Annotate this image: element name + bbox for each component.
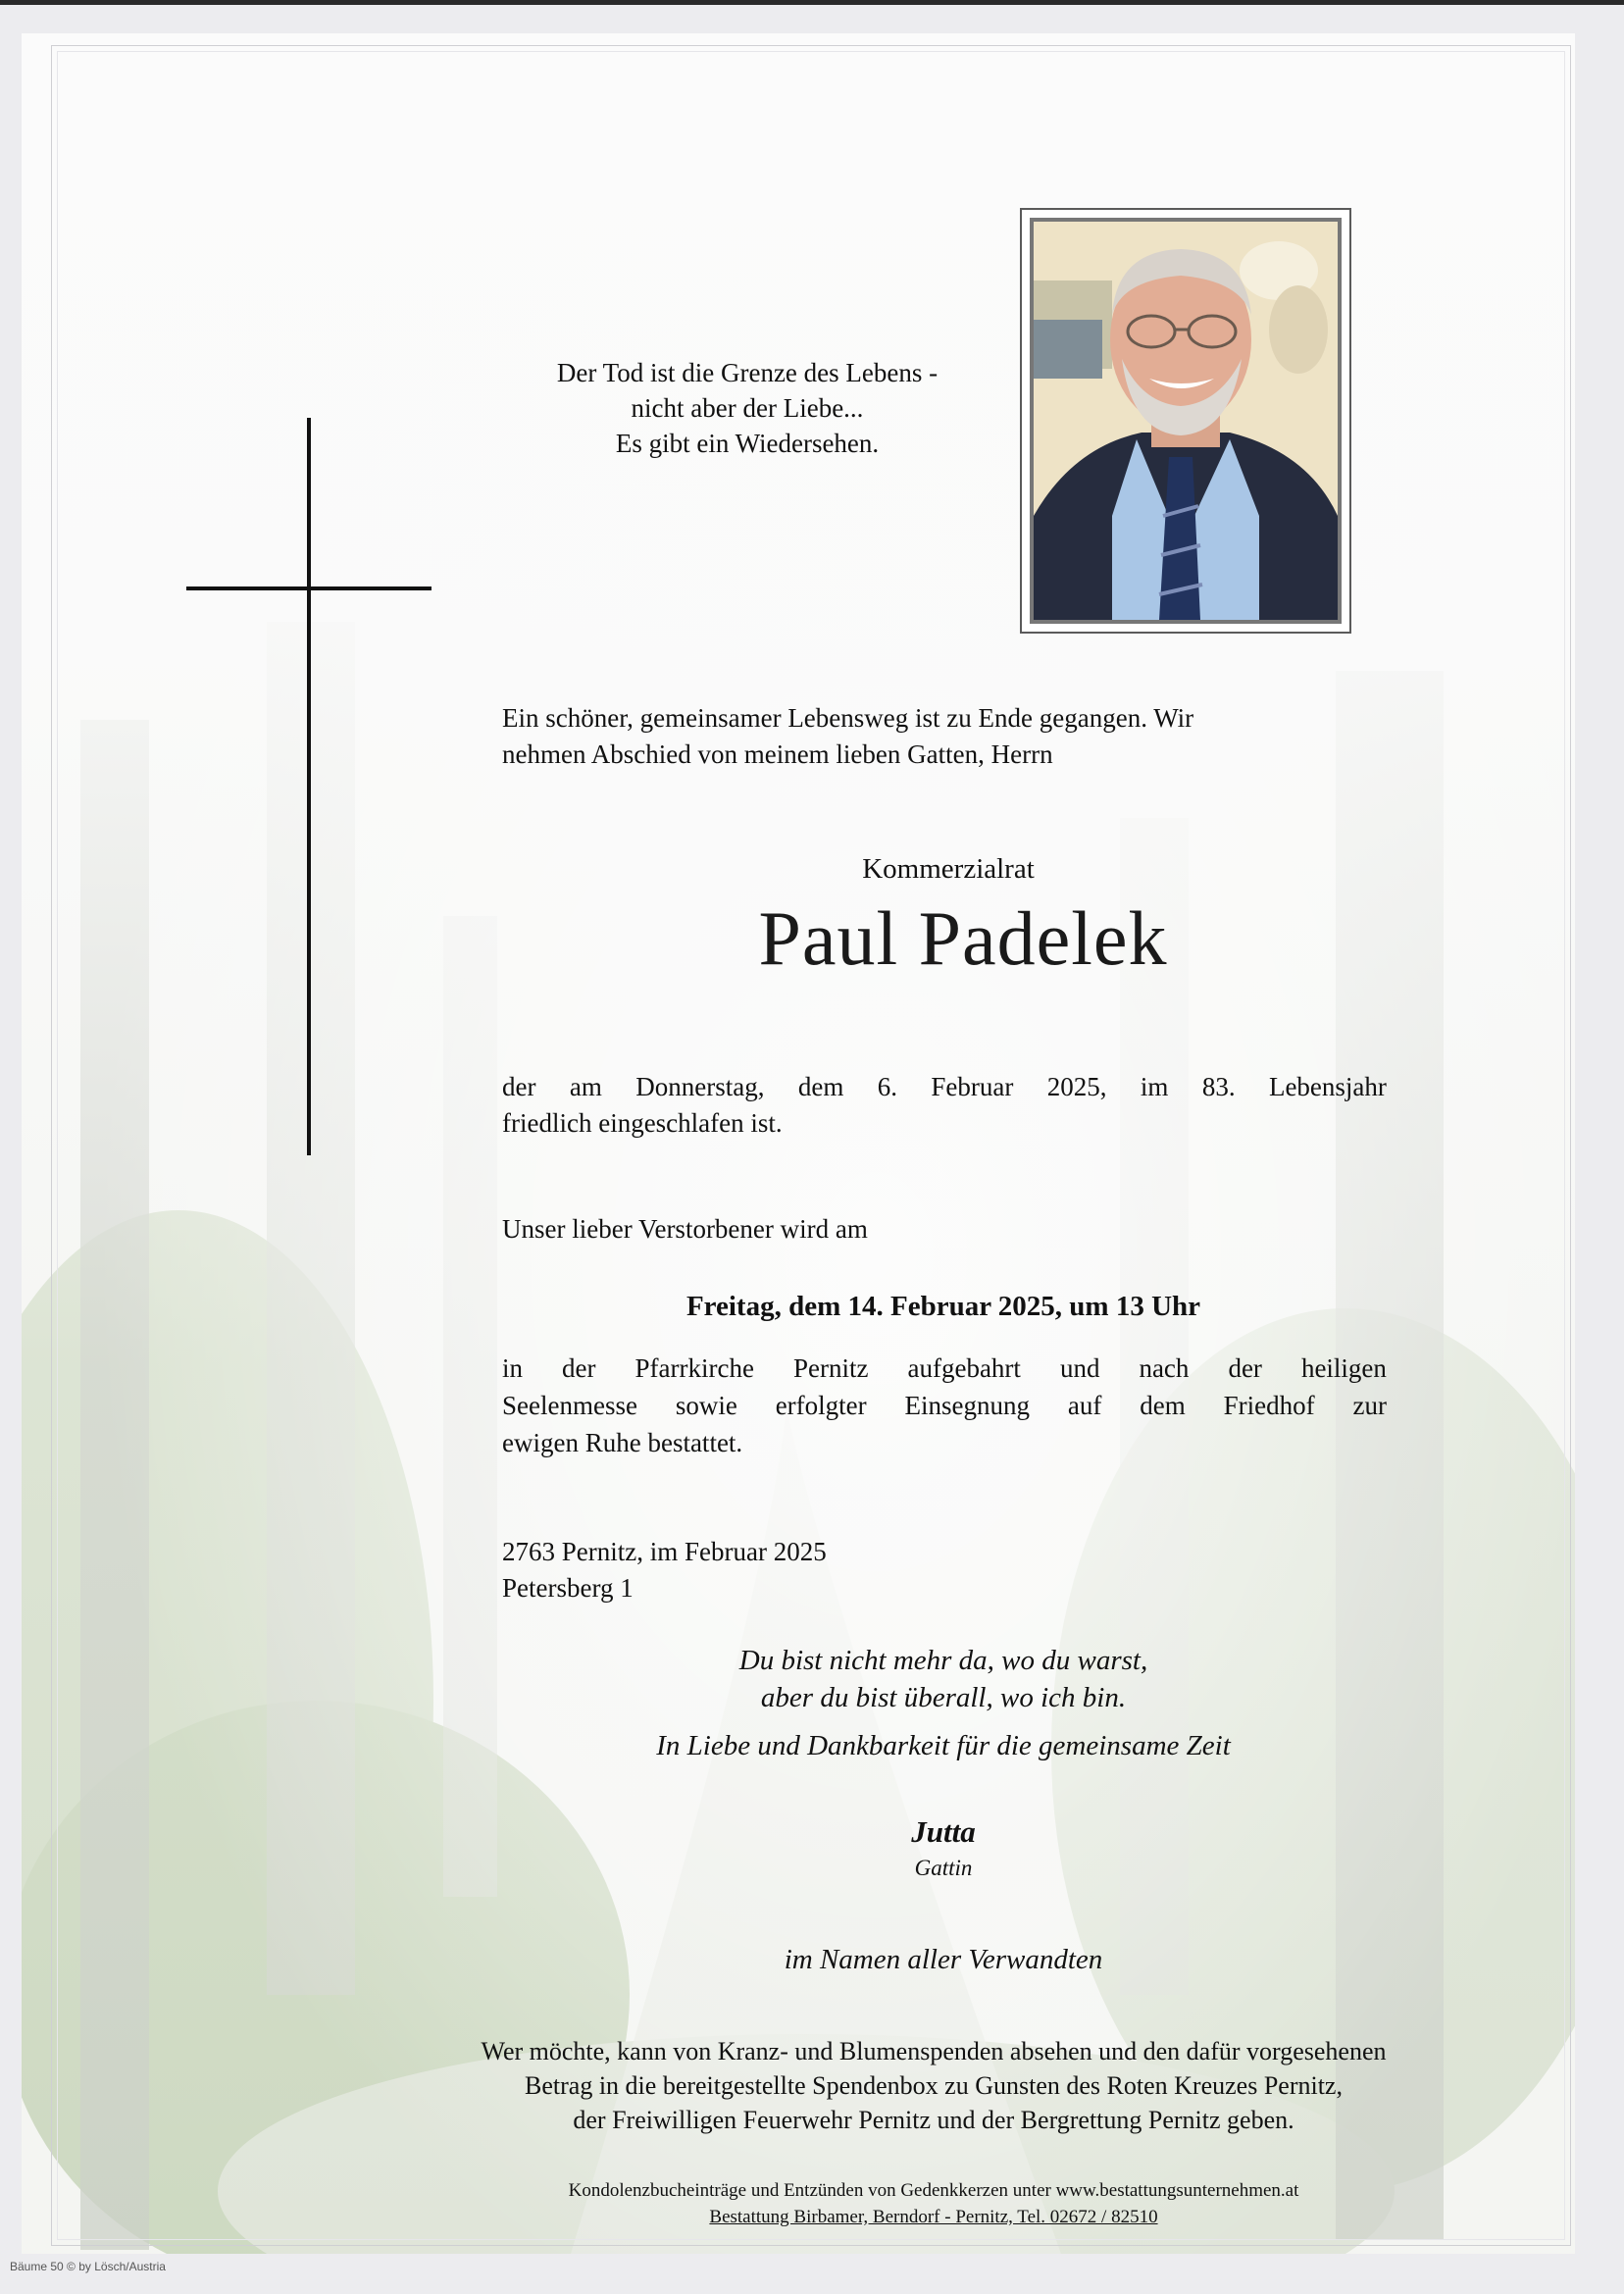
word: der [1228, 1353, 1262, 1383]
donation-line: Betrag in die bereitgestellte Spendenbox zu Gunsten des Roten Kreuzes Pernitz, [525, 2071, 1343, 2100]
cross-horizontal-bar [186, 586, 431, 590]
portrait-frame [1020, 208, 1351, 634]
footer-line: Kondolenzbucheinträge und Entzünden von Gedenkkerzen unter www.bestattungsunternehmen.at [568, 2180, 1299, 2201]
word: Friedhof [1223, 1391, 1315, 1420]
word: auf [1067, 1391, 1102, 1420]
word: Lebensjahr [1268, 1072, 1387, 1101]
word: dem [797, 1072, 844, 1101]
cross-vertical-bar [307, 418, 311, 1155]
deceased-name: Paul Padelek [758, 895, 1168, 981]
word: dem [1140, 1391, 1186, 1420]
thanks-line: In Liebe und Dankbarkeit für die gemeinsame Zeit [656, 1730, 1231, 1761]
address-line: Petersberg 1 [502, 1573, 634, 1603]
word: in [502, 1353, 524, 1383]
intro-line: nehmen Abschied von meinem lieben Gatten, Herrn [502, 739, 1053, 769]
footer-line: Bestattung Birbamer, Berndorf - Pernitz, Tel. 02672 / 82510 [709, 2207, 1158, 2227]
death-paragraph [502, 1069, 1387, 1142]
intro-paragraph [502, 700, 1385, 773]
address-block [502, 1534, 827, 1606]
word: der [502, 1072, 536, 1101]
portrait-photo [1030, 218, 1342, 624]
obituary-page [22, 33, 1575, 2254]
opening-quote [453, 355, 1041, 461]
word: Pernitz [792, 1353, 869, 1383]
closing-quote [502, 1642, 1385, 1716]
word: 83. [1201, 1072, 1236, 1101]
donation-note [345, 2034, 1522, 2137]
word: Februar [931, 1072, 1014, 1101]
word: sowie [675, 1391, 737, 1420]
top-edge-line [0, 0, 1624, 5]
word: und [1059, 1353, 1100, 1383]
donation-line: Wer möchte, kann von Kranz- und Blumenspenden absehen und den dafür vorgesehenen [481, 2037, 1387, 2065]
funeral-paragraph [502, 1350, 1387, 1461]
word: aufgebahrt [907, 1353, 1021, 1383]
funeral-intro: Unser lieber Verstorbener wird am [502, 1214, 868, 1244]
mourner-role: Gattin [914, 1856, 973, 1880]
footer-note [443, 2177, 1424, 2230]
mourner-name: Jutta [911, 1814, 976, 1849]
address-line: 2763 Pernitz, im Februar 2025 [502, 1537, 827, 1566]
deceased-title: Kommerzialrat [862, 853, 1035, 885]
word: am [569, 1072, 602, 1101]
death-line-1 [502, 1069, 1387, 1105]
relatives-line: im Namen aller Verwandten [784, 1944, 1103, 1975]
funeral-date: Freitag, dem 14. Februar 2025, um 13 Uhr [685, 1291, 1201, 1322]
portrait-image [1034, 222, 1338, 620]
word: Donnerstag, [635, 1072, 765, 1101]
closing-quote-line: Du bist nicht mehr da, wo du warst, [738, 1645, 1148, 1676]
word: im [1140, 1072, 1169, 1101]
donation-line: der Freiwilligen Feuerwehr Pernitz und der Bergrettung Pernitz geben. [573, 2106, 1294, 2134]
word: nach [1139, 1353, 1190, 1383]
word: Pfarrkirche [634, 1353, 754, 1383]
quote-line: nicht aber der Liebe... [631, 393, 864, 423]
word: heiligen [1300, 1353, 1387, 1383]
word: 6. [877, 1072, 898, 1101]
word: Einsegnung [904, 1391, 1031, 1420]
death-line-2: friedlich eingeschlafen ist. [502, 1108, 783, 1138]
funeral-line-2 [502, 1387, 1387, 1424]
funeral-line-3: ewigen Ruhe bestattet. [502, 1428, 743, 1457]
quote-line: Es gibt ein Wiedersehen. [615, 429, 880, 458]
word: erfolgter [775, 1391, 867, 1420]
quote-line: Der Tod ist die Grenze des Lebens - [556, 358, 939, 387]
word: der [562, 1353, 596, 1383]
intro-line: Ein schöner, gemeinsamer Lebensweg ist zu Ende gegangen. Wir [502, 703, 1194, 733]
word: 2025, [1046, 1072, 1107, 1101]
word: zur [1352, 1391, 1387, 1420]
image-credit: Bäume 50 © by Lösch/Austria [10, 2260, 166, 2273]
word: Seelenmesse [502, 1391, 637, 1420]
closing-quote-line: aber du bist überall, wo ich bin. [760, 1682, 1127, 1713]
funeral-line-1 [502, 1350, 1387, 1387]
